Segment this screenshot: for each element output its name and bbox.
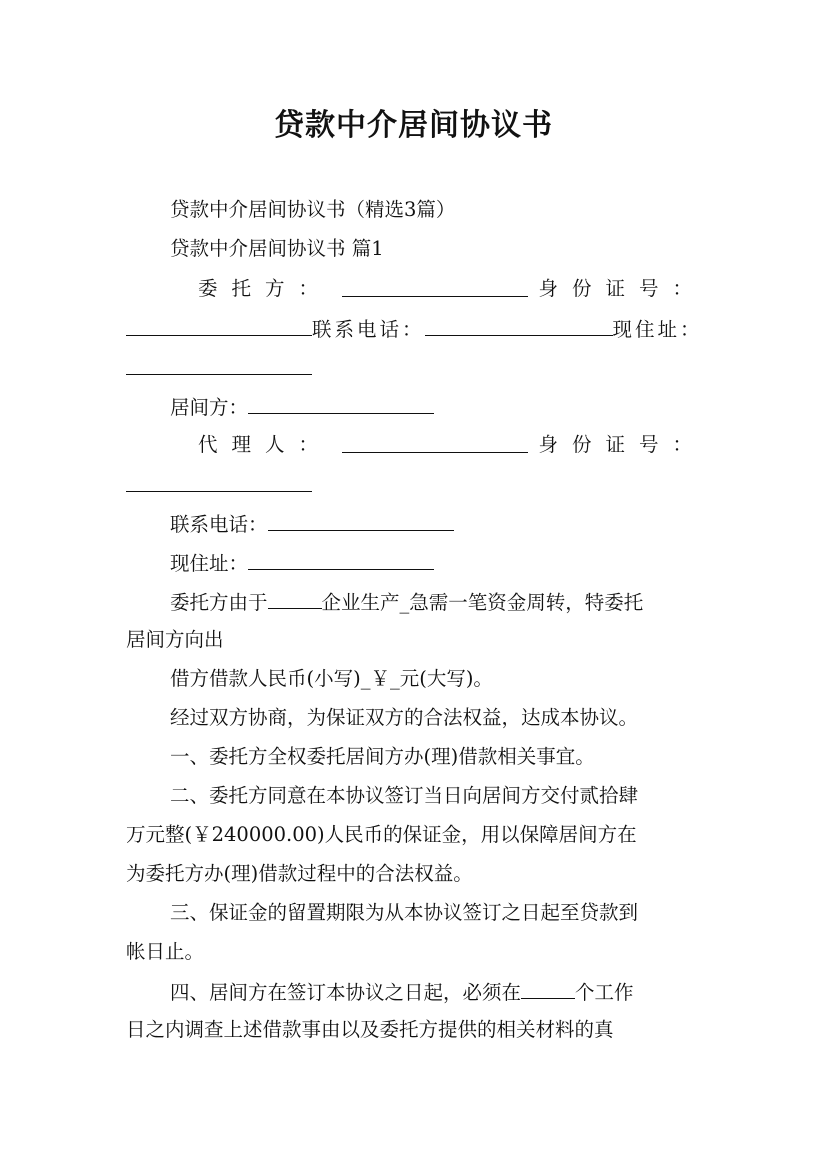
- agent-id-blank[interactable]: [126, 471, 312, 492]
- paragraph-1-text-b: 企业生产_急需一笔资金周转，特委托: [321, 591, 644, 614]
- id-blank[interactable]: [126, 315, 312, 336]
- phone-blank[interactable]: [425, 315, 613, 336]
- document-title: 贷款中介居间协议书: [274, 108, 553, 143]
- clause-3-line-1: 三、保证金的留置期限为从本协议签订之日起至贷款到: [170, 901, 639, 924]
- clause-2-line-2: 万元整(￥240000.00)人民币的保证金，用以保障居间方在: [126, 823, 637, 846]
- address-blank-line: [126, 354, 706, 382]
- workdays-blank[interactable]: [521, 978, 575, 999]
- document-subtitle: 贷款中介居间协议书（精选3篇）: [170, 198, 456, 221]
- id-label: 身份证号：: [538, 277, 706, 300]
- clause-2-line-3: 为委托方办(理)借款过程中的合法权益。: [126, 862, 473, 885]
- address-label: 现住址：: [612, 318, 703, 341]
- paragraph-1: [170, 588, 706, 616]
- paragraph-1-text-a: 委托方由于: [170, 591, 268, 614]
- agent-id-label: 身份证号：: [538, 433, 706, 456]
- agent-line: [198, 432, 706, 458]
- paragraph-1-cont: 居间方向出: [126, 628, 224, 651]
- intermediary-blank[interactable]: [248, 393, 434, 414]
- clause-2-line-1: 二、委托方同意在本协议签订当日向居间方交付贰拾肆: [170, 784, 639, 807]
- clause-4-text-a: 四、居间方在签订本协议之日起，必须在: [170, 981, 522, 1004]
- principal-line: [198, 276, 706, 302]
- paragraph-2: 借方借款人民币(小写)_￥_元(大写)。: [170, 667, 493, 690]
- intermediary-line: [170, 393, 706, 421]
- reason-blank[interactable]: [268, 588, 322, 609]
- address-blank[interactable]: [126, 354, 312, 375]
- clause-4-text-b: 个工作: [575, 981, 634, 1004]
- principal-label: 委托方：: [198, 277, 333, 300]
- agent-phone-label: 联系电话：: [170, 513, 268, 536]
- clause-1: 一、委托方全权委托居间方办(理)借款相关事宜。: [170, 745, 595, 768]
- agent-phone-line: [170, 510, 706, 538]
- agent-blank[interactable]: [342, 432, 528, 453]
- agent-address-blank[interactable]: [248, 549, 434, 570]
- clause-3-line-2: 帐日止。: [126, 940, 205, 963]
- intermediary-label: 居间方：: [170, 396, 249, 419]
- agent-phone-blank[interactable]: [268, 510, 454, 531]
- agent-address-label: 现住址：: [170, 552, 249, 575]
- phone-label: 联系电话：: [312, 318, 425, 341]
- agent-address-line: [170, 549, 706, 577]
- agent-id-blank-line: [126, 471, 706, 499]
- clause-4-line-2: 日之内调查上述借款事由以及委托方提供的相关材料的真: [126, 1018, 614, 1041]
- paragraph-3: 经过双方协商，为保证双方的合法权益，达成本协议。: [170, 706, 639, 729]
- section-heading: 贷款中介居间协议书 篇1: [170, 237, 384, 260]
- clause-4-line-1: [170, 978, 706, 1006]
- contact-line: [126, 315, 706, 343]
- agent-label: 代理人：: [198, 433, 333, 456]
- principal-blank[interactable]: [342, 276, 528, 297]
